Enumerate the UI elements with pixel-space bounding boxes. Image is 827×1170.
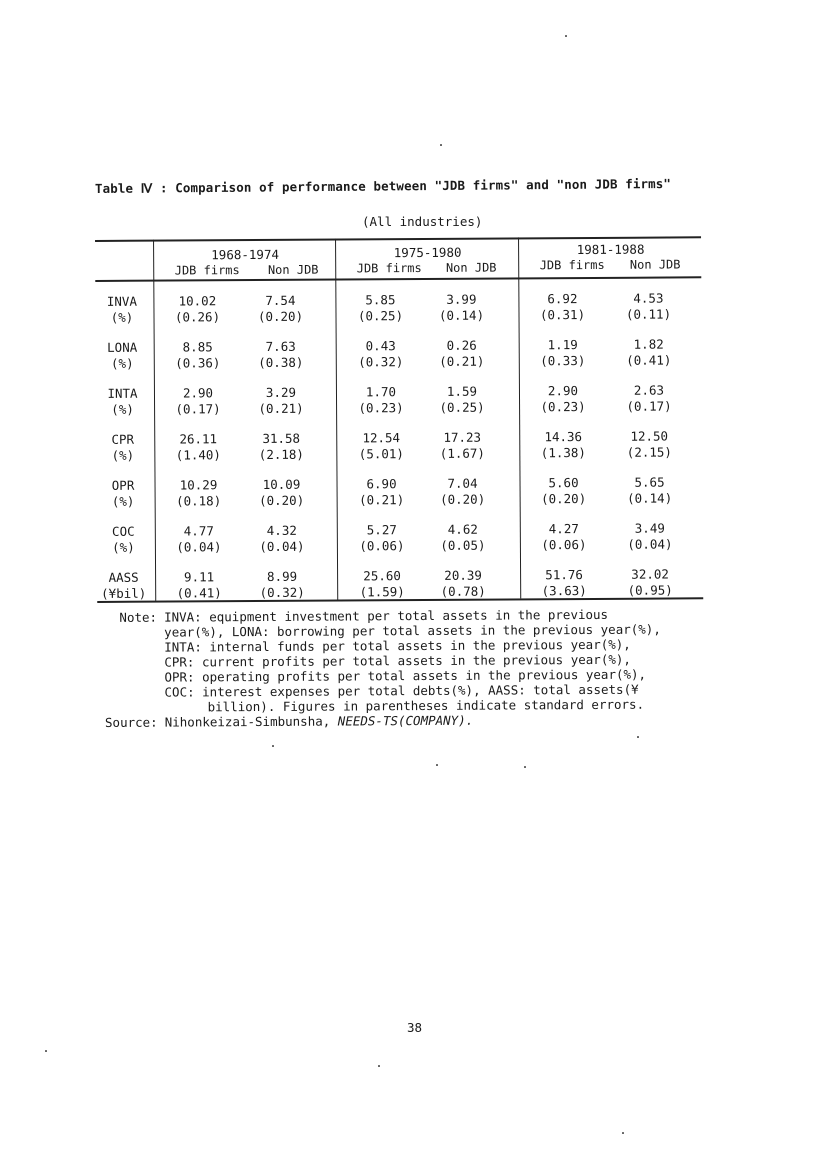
period-header-2: 1975-1980 — [393, 244, 462, 261]
row-label: INVA (%) — [106, 293, 138, 325]
table-cell: 3.49 (0.04) — [627, 520, 673, 552]
source-key: Source: — [104, 714, 158, 730]
period-header-1: 1968-1974 — [211, 246, 280, 263]
table-vrule-3 — [518, 237, 522, 598]
scan-speck — [524, 766, 526, 768]
subheader-jdb-3: JDB firms — [539, 257, 605, 273]
table-cell: 10.29 (0.18) — [176, 477, 222, 509]
note-line: OPR: operating profits per total assets in the previous year(%), — [164, 666, 647, 685]
scan-speck — [440, 144, 442, 146]
table-cell: 17.23 (1.67) — [439, 429, 485, 461]
table-cell: 4.53 (0.11) — [625, 290, 672, 322]
row-label: CPR (%) — [111, 431, 135, 463]
row-label: OPR (%) — [111, 477, 135, 509]
period-header-3: 1981-1988 — [576, 241, 645, 258]
row-label: AASS (¥bil) — [101, 569, 147, 601]
note-line: INTA: internal funds per total assets in the previous year(%), — [164, 636, 631, 655]
table-subtitle: (All industries) — [362, 214, 483, 229]
scan-speck — [436, 764, 438, 766]
table-cell: 20.39 (0.78) — [440, 567, 486, 599]
table-cell: 10.02 (0.26) — [174, 293, 221, 325]
table-cell: 4.77 (0.04) — [176, 523, 222, 555]
table-cell: 12.50 (2.15) — [626, 428, 672, 460]
table-cell: 5.65 (0.14) — [627, 474, 673, 506]
table-cell: 3.99 (0.14) — [438, 291, 485, 323]
table-cell: 1.59 (0.25) — [439, 383, 485, 415]
scan-speck — [637, 736, 639, 738]
note-line: year(%), LONA: borrowing per total assets in the previous year(%), — [164, 621, 661, 640]
table-cell: 51.76 (3.63) — [541, 567, 587, 599]
source-line: Source: Nihonkeizai-Simbunsha, NEEDS-TS(COMPANY). — [98, 711, 718, 730]
table-cell: 1.82 (0.41) — [626, 336, 672, 368]
table-cell: 12.54 (5.01) — [358, 430, 404, 462]
table-vrule-2 — [335, 239, 339, 600]
table-cell: 31.58 (2.18) — [258, 430, 304, 463]
note-line: billion). Figures in parentheses indicate standard errors. — [207, 696, 645, 715]
note-key: Note: — [119, 609, 158, 625]
table-cell: 2.90 (0.17) — [175, 385, 221, 417]
table-cell: 5.85 (0.25) — [357, 292, 404, 324]
note-line: Note: INVA: equipment investment per total assets in the previous — [97, 606, 717, 625]
table-cell: 3.29 (0.21) — [258, 384, 304, 417]
table-cell: 32.02 (0.95) — [627, 566, 673, 598]
table-cell: 6.92 (0.31) — [539, 291, 586, 323]
subheader-nonjdb-2: Non JDB — [445, 260, 497, 275]
scan-speck — [272, 745, 274, 747]
table-cell: 2.90 (0.23) — [540, 383, 586, 415]
table-cell: 9.11 (0.41) — [176, 569, 222, 601]
table-cell: 26.11 (1.40) — [175, 431, 221, 463]
table-cell: 4.32 (0.04) — [259, 522, 305, 555]
performance-table — [95, 230, 703, 604]
table-vrule-1 — [153, 240, 157, 601]
note-line: COC: interest expenses per total debts(%), AASS: total assets(¥ — [164, 681, 639, 700]
scan-speck — [565, 35, 567, 37]
subheader-jdb-2: JDB firms — [356, 261, 422, 276]
row-label: LONA (%) — [107, 339, 138, 371]
table-cell: 5.60 (0.20) — [541, 475, 587, 507]
table-cell: 25.60 (1.59) — [359, 568, 405, 600]
scan-speck — [622, 1132, 624, 1134]
table-cell: 0.43 (0.32) — [358, 338, 404, 370]
note-line: CPR: current profits per total assets in the previous year(%), — [164, 651, 631, 670]
row-label: COC (%) — [111, 523, 135, 555]
table-notes — [97, 606, 718, 730]
subheader-nonjdb-3: Non JDB — [629, 257, 681, 272]
table-cell: 5.27 (0.06) — [359, 522, 405, 554]
row-label: INTA (%) — [107, 385, 138, 417]
table-cell: 1.70 (0.23) — [358, 384, 404, 416]
table-cell: 10.09 (0.20) — [259, 476, 305, 509]
table-cell: 2.63 (0.17) — [626, 382, 672, 414]
scan-speck — [45, 1050, 47, 1052]
table-cell: 1.19 (0.33) — [540, 337, 586, 369]
scan-speck — [378, 1065, 380, 1067]
table-cell: 7.04 (0.20) — [440, 475, 486, 507]
table-cell: 4.62 (0.05) — [440, 521, 486, 553]
table-cell: 6.90 (0.21) — [359, 476, 405, 508]
table-cell: 14.36 (1.38) — [540, 429, 586, 461]
subheader-nonjdb-1: Non JDB — [267, 262, 319, 277]
table-cell: 8.99 (0.32) — [259, 568, 305, 601]
subheader-jdb-1: JDB firms — [174, 263, 240, 278]
table-title: Table Ⅳ : Comparison of performance between "JDB firms" and "non JDB firms" — [94, 175, 671, 196]
table-cell: 8.85 (0.36) — [175, 339, 221, 371]
table-top-rule — [95, 236, 701, 241]
table-cell: 4.27 (0.06) — [541, 521, 587, 553]
page-number: 38 — [407, 1020, 423, 1035]
table-cell: 7.54 (0.20) — [257, 292, 304, 325]
table-cell: 7.63 (0.38) — [258, 338, 304, 371]
table-cell: 0.26 (0.21) — [439, 337, 485, 369]
